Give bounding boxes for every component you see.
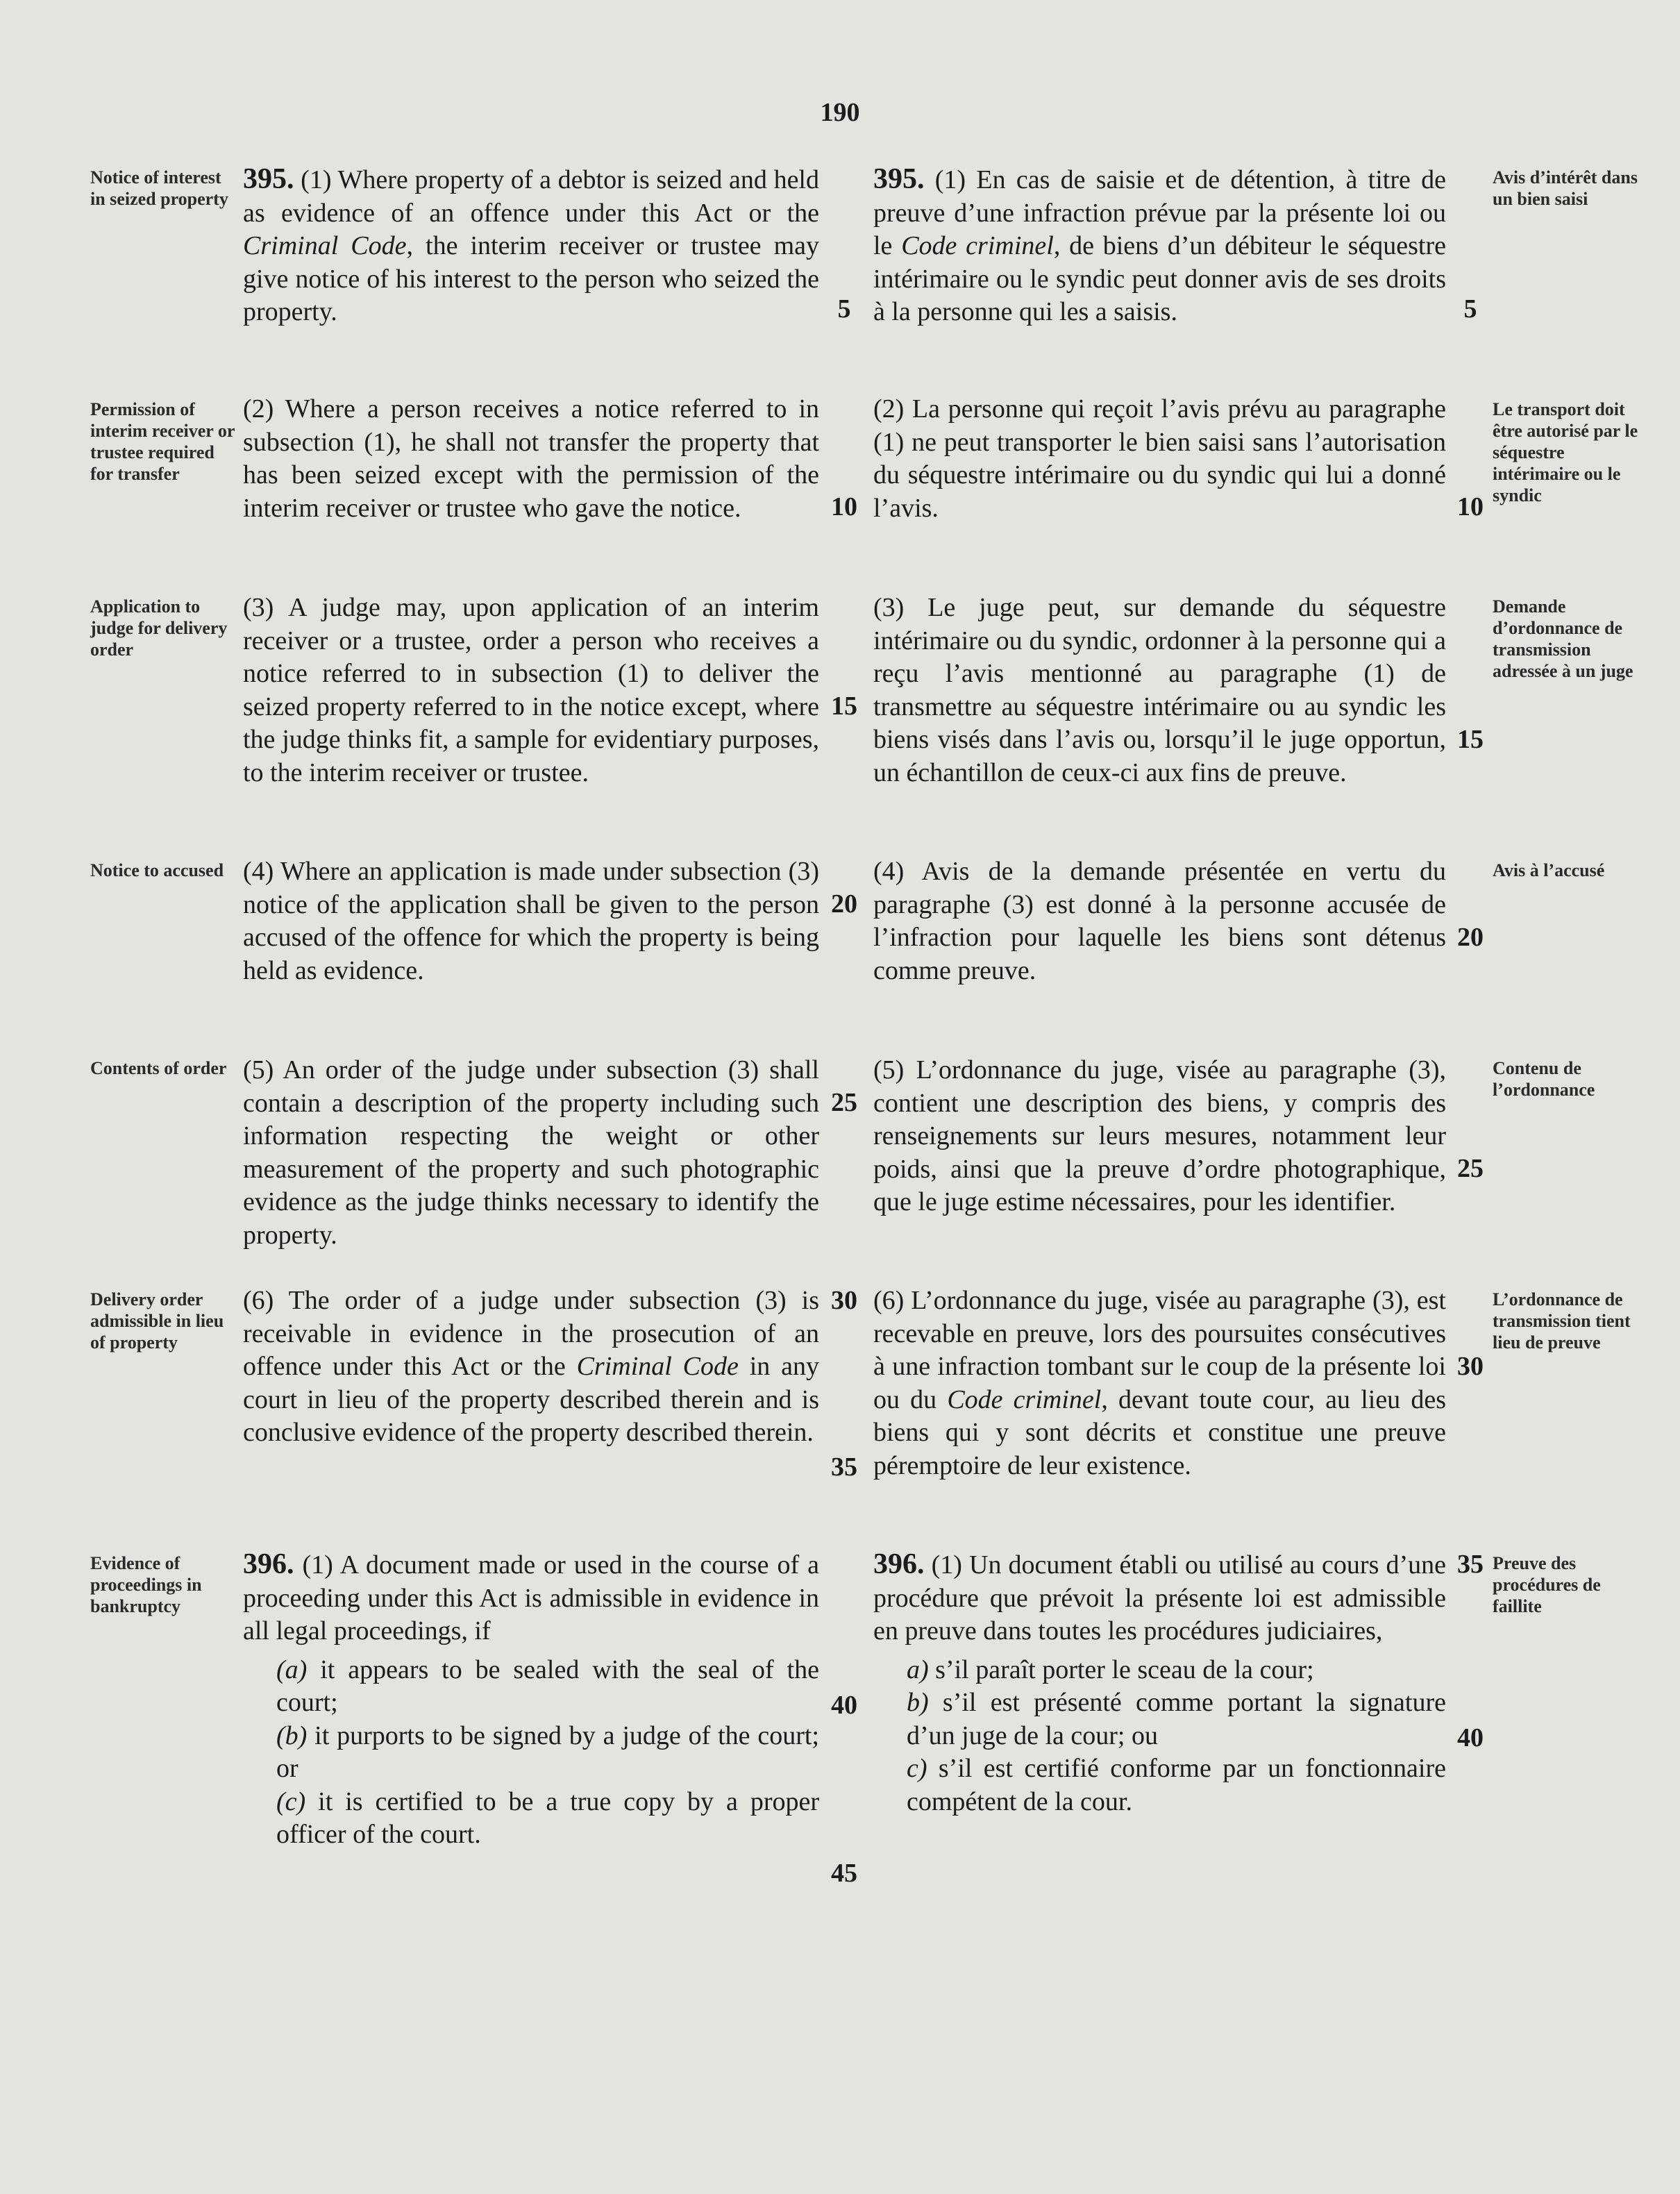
en-section-395-2: (2) Where a person receives a notice referred to in subsection (1), he shall not transfer the property that has been seized except with the permission of the interim receiver or trustee who gave the notice. [243,394,819,523]
fr-line-number-25: 25 [1457,1154,1484,1183]
fr-line-number-20: 20 [1457,923,1484,952]
fr-section-396-1: 396. (1) Un document établi ou utilisé au cours d’une procédure que prévoit la présente loi est admissible en preuve dans toutes les procédures judiciaires, a) s’il paraît porter le sceau de la cour; b) s’il est présenté comme portant la signature d’un juge de la cour; ou c) s’il est certifié conforme par un fonctionnaire compétent de la cour. [873,1548,1446,1818]
margin-note-notice-accused: Notice to accused [90,860,224,880]
en-line-number-15: 15 [831,692,857,721]
en-section-396-1: 396. (1) A document made or used in the course of a proceeding under this Act is admissible in evidence in all legal proceedings, if (a) it appears to be sealed with the seal of the court; (b) it purports to be signed by a judge of the court; or (c) it is certified to be a true copy by a proper officer of the court. [243,1548,819,1852]
margin-note-preuve-procedures: Preuve des procédures de faillite [1493,1553,1601,1616]
fr-section-number-396: 396. [873,1548,925,1580]
fr-section-395-5: (5) L’ordonnance du juge, visée au paragraphe (3), contient une description des biens, y compris des renseignements sur leurs mesures, notamment leur poids, ainsi que la preuve d’ordre photographique, que le juge estime nécessaires, pour les identifier. [873,1055,1446,1216]
en-section-395-6: (6) The order of a judge under subsection (3) is receivable in evidence in the prosecution of an offence under this Act or the Criminal Code in any court in lieu of the property described therein and is conclusive evidence of the property described therein. [243,1286,819,1447]
fr-section-395-4: (4) Avis de la demande présentée en vertu du paragraphe (3) est donné à la personne accusée de l’infraction pour laquelle les biens sont détenus comme preuve. [873,857,1446,985]
fr-section-number-395: 395. [873,163,925,195]
en-line-number-25: 25 [831,1088,857,1117]
fr-line-number-10: 10 [1457,492,1484,521]
margin-note-demande-ordonnance: Demande d’ordonnance de transmission adressée à un juge [1493,596,1633,681]
fr-line-number-5: 5 [1463,294,1477,324]
fr-line-number-30: 30 [1457,1352,1484,1381]
fr-item-b: b) s’il est présenté comme portant la signature d’un juge de la cour; ou [907,1688,1446,1750]
fr-item-a: a) s’il paraît porter le sceau de la cour; [907,1655,1314,1684]
en-section-395-3: (3) A judge may, upon application of an interim receiver or a trustee, order a person who receives a notice referred to in subsection (1) to deliver the seized property referred to in the notice except, where the judge thinks fit, a sample for evidentiary purposes, to the interim receiver or trustee. [243,593,819,787]
en-line-number-5: 5 [837,294,851,324]
margin-note-ordonnance-tient-lieu: L’ordonnance de transmission tient lieu de preuve [1493,1289,1631,1353]
margin-note-avis-accuse: Avis à l’accusé [1493,860,1605,880]
en-section-395-5: (5) An order of the judge under subsection (3) shall contain a description of the property including such information respecting the weight or other measurement of the property and such photographic evidence as the judge thinks necessary to identify the property. [243,1055,819,1250]
fr-line-number-40: 40 [1457,1723,1484,1752]
margin-note-contents-order: Contents of order [90,1058,227,1078]
en-line-number-10: 10 [831,492,857,521]
en-item-a: (a) it appears to be sealed with the seal of the court; [276,1655,819,1717]
margin-note-notice-of-interest: Notice of interest in seized property [90,167,228,209]
margin-note-evidence-proceedings: Evidence of proceedings in bankruptcy [90,1553,202,1616]
en-section-number-396: 396. [243,1548,294,1580]
en-section-395-1: 395. (1) Where property of a debtor is seized and held as evidence of an offence under this Act or the Criminal Code, the interim receiver or trustee may give notice of his interest to the person who seized the property. [243,163,819,326]
en-item-b: (b) it purports to be signed by a judge of the court; or [276,1720,819,1783]
margin-note-transport-autorise: Le transport doit être autorisé par le séquestre intérimaire ou le syndic [1493,399,1638,505]
fr-section-395-1: 395. (1) En cas de saisie et de détention, à titre de preuve d’une infraction prévue par la présente loi ou le Code criminel, de biens d’un débiteur le séquestre intérimaire ou le syndic peut donner avis de ses droits à la personne qui les a saisis. [873,163,1446,326]
margin-note-contenu-ordonnance: Contenu de l’ordonnance [1493,1058,1595,1100]
page-number: 190 [820,98,860,127]
en-line-number-40: 40 [831,1691,857,1720]
fr-line-number-35: 35 [1457,1550,1484,1579]
en-line-number-30: 30 [831,1286,857,1315]
en-line-number-20: 20 [831,889,857,919]
margin-note-permission-transfer: Permission of interim receiver or trustee required for transfer [90,399,235,484]
fr-section-395-2: (2) La personne qui reçoit l’avis prévu au paragraphe (1) ne peut transporter le bien saisi sans l’autorisation du séquestre intérimaire ou du syndic qui lui a donné l’avis. [873,394,1446,523]
en-section-number-395: 395. [243,163,294,195]
en-line-number-45: 45 [831,1859,857,1888]
fr-section-395-6: (6) L’ordonnance du juge, visée au paragraphe (3), est recevable en preuve, lors des poursuites consécutives à une infraction tombant sur le coup de la présente loi ou du Code criminel, devant toute cour, au lieu des biens qui y sont décrits et constitue une preuve péremptoire de leur existence. [873,1286,1446,1480]
margin-note-application-delivery: Application to judge for delivery order [90,596,228,660]
fr-section-395-3: (3) Le juge peut, sur demande du séquestre intérimaire ou du syndic, ordonner à la personne qui a reçu l’avis mentionné au paragraphe (1) de transmettre au séquestre intérimaire ou au syndic les biens visés dans l’avis ou, lorsqu’il le juge opportun, un échantillon de ceux-ci aux fins de preuve. [873,593,1446,787]
en-section-395-4: (4) Where an application is made under subsection (3) notice of the application shall be given to the person accused of the offence for which the property is being held as evidence. [243,857,819,985]
margin-note-delivery-order: Delivery order admissible in lieu of property [90,1289,224,1353]
fr-item-c: c) s’il est certifié conforme par un fonctionnaire compétent de la cour. [907,1754,1446,1816]
en-line-number-35: 35 [831,1452,857,1482]
margin-note-avis-interet: Avis d’intérêt dans un bien saisi [1493,167,1638,209]
fr-line-number-15: 15 [1457,725,1484,754]
en-item-c: (c) it is certified to be a true copy by a proper officer of the court. [276,1786,819,1849]
